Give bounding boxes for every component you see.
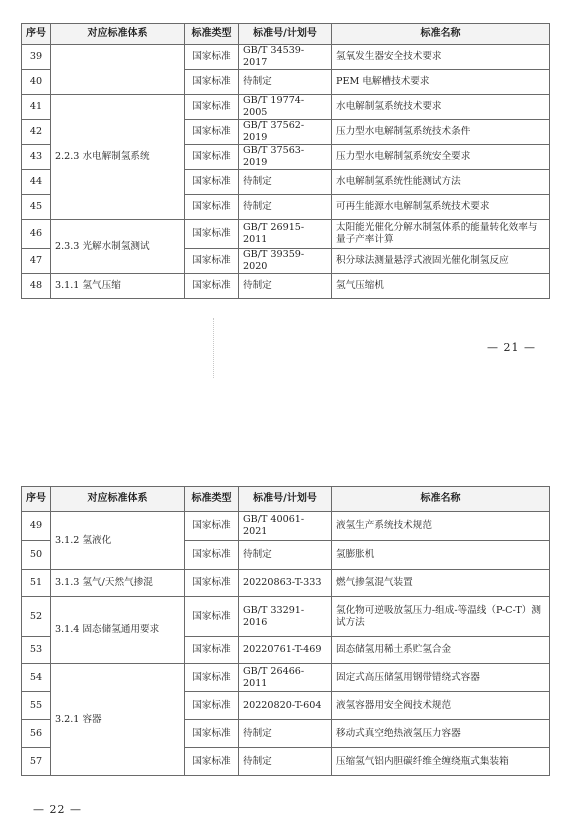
header-name: 标准名称 <box>332 24 550 45</box>
row-system <box>51 45 185 95</box>
row-name: 压力型水电解制氢系统技术条件 <box>332 120 550 145</box>
page-number-22: — 22 — <box>33 803 82 816</box>
row-code: GB/T 39359-2020 <box>239 249 332 274</box>
standards-table-page-22 <box>21 486 550 776</box>
row-name: 压力型水电解制氢系统安全要求 <box>332 145 550 170</box>
scan-artifact-dots <box>213 318 216 378</box>
table-header-row <box>22 487 550 512</box>
row-name: 太阳能光催化分解水制氢体系的能量转化效率与量子产率计算 <box>332 220 550 249</box>
table-row <box>22 512 550 541</box>
row-type: 国家标准 <box>185 45 239 70</box>
row-name: PEM 电解槽技术要求 <box>332 70 550 95</box>
row-name: 液氢生产系统技术规范 <box>332 512 550 541</box>
row-index: 46 <box>22 220 51 249</box>
row-system: 2.2.3 水电解制氢系统 <box>51 95 185 220</box>
row-code: GB/T 40061-2021 <box>239 512 332 541</box>
row-type: 国家标准 <box>185 597 239 637</box>
row-type: 国家标准 <box>185 692 239 720</box>
row-type: 国家标准 <box>185 195 239 220</box>
header-code: 标准号/计划号 <box>239 24 332 45</box>
row-type: 国家标准 <box>185 570 239 597</box>
row-index: 51 <box>22 570 51 597</box>
row-type: 国家标准 <box>185 512 239 541</box>
row-code: GB/T 34539-2017 <box>239 45 332 70</box>
row-system: 3.1.3 氢气/天然气掺混 <box>51 570 185 597</box>
row-type: 国家标准 <box>185 637 239 664</box>
header-type: 标准类型 <box>185 24 239 45</box>
table-header-row <box>22 24 550 45</box>
row-type: 国家标准 <box>185 145 239 170</box>
row-index: 49 <box>22 512 51 541</box>
row-code: GB/T 33291-2016 <box>239 597 332 637</box>
row-index: 57 <box>22 748 51 776</box>
row-name: 氢膨胀机 <box>332 541 550 570</box>
row-name: 固态储氢用稀土系贮氢合金 <box>332 637 550 664</box>
row-index: 39 <box>22 45 51 70</box>
standards-table-page-21 <box>21 23 550 299</box>
row-name: 水电解制氢系统技术要求 <box>332 95 550 120</box>
row-index: 55 <box>22 692 51 720</box>
header-system: 对应标准体系 <box>51 487 185 512</box>
row-code: 待制定 <box>239 541 332 570</box>
row-type: 国家标准 <box>185 70 239 95</box>
row-index: 40 <box>22 70 51 95</box>
table-row <box>22 95 550 120</box>
row-index: 50 <box>22 541 51 570</box>
table-row <box>22 220 550 249</box>
row-code: 待制定 <box>239 170 332 195</box>
page-number-21: — 21 — <box>487 341 536 354</box>
row-name: 氢气压缩机 <box>332 274 550 299</box>
header-index: 序号 <box>22 487 51 512</box>
row-type: 国家标准 <box>185 274 239 299</box>
row-index: 52 <box>22 597 51 637</box>
row-type: 国家标准 <box>185 748 239 776</box>
table-row <box>22 597 550 637</box>
row-type: 国家标准 <box>185 249 239 274</box>
row-type: 国家标准 <box>185 220 239 249</box>
row-index: 54 <box>22 664 51 692</box>
header-type: 标准类型 <box>185 487 239 512</box>
row-index: 44 <box>22 170 51 195</box>
row-index: 42 <box>22 120 51 145</box>
row-name: 燃气掺氢混气装置 <box>332 570 550 597</box>
row-index: 47 <box>22 249 51 274</box>
row-type: 国家标准 <box>185 664 239 692</box>
row-index: 56 <box>22 720 51 748</box>
row-code: 20220863-T-333 <box>239 570 332 597</box>
row-type: 国家标准 <box>185 170 239 195</box>
row-system: 3.1.2 氢液化 <box>51 512 185 570</box>
row-name: 移动式真空绝热液氢压力容器 <box>332 720 550 748</box>
row-name: 液氢容器用安全阀技术规范 <box>332 692 550 720</box>
row-code: 待制定 <box>239 748 332 776</box>
row-index: 53 <box>22 637 51 664</box>
row-type: 国家标准 <box>185 720 239 748</box>
header-code: 标准号/计划号 <box>239 487 332 512</box>
row-code: 待制定 <box>239 195 332 220</box>
row-code: GB/T 26915-2011 <box>239 220 332 249</box>
row-code: GB/T 19774-2005 <box>239 95 332 120</box>
row-name: 氢氧发生器安全技术要求 <box>332 45 550 70</box>
table-row <box>22 664 550 692</box>
row-type: 国家标准 <box>185 120 239 145</box>
row-type: 国家标准 <box>185 541 239 570</box>
header-system: 对应标准体系 <box>51 24 185 45</box>
row-system: 3.1.1 氢气压缩 <box>51 274 185 299</box>
row-name: 固定式高压储氢用钢带错绕式容器 <box>332 664 550 692</box>
row-name: 氢化物可逆吸放氢压力-组成-等温线（P-C-T）测试方法 <box>332 597 550 637</box>
row-name: 积分球法测量悬浮式液固光催化制氢反应 <box>332 249 550 274</box>
header-index: 序号 <box>22 24 51 45</box>
row-system: 2.3.3 光解水制氢测试 <box>51 220 185 274</box>
row-index: 43 <box>22 145 51 170</box>
row-system: 3.1.4 固态储氢通用要求 <box>51 597 185 664</box>
row-code: GB/T 37562-2019 <box>239 120 332 145</box>
row-code: 20220820-T-604 <box>239 692 332 720</box>
row-name: 水电解制氢系统性能测试方法 <box>332 170 550 195</box>
row-index: 41 <box>22 95 51 120</box>
row-index: 48 <box>22 274 51 299</box>
row-type: 国家标准 <box>185 95 239 120</box>
table-row <box>22 45 550 70</box>
row-name: 可再生能源水电解制氢系统技术要求 <box>332 195 550 220</box>
row-code: GB/T 37563-2019 <box>239 145 332 170</box>
table-row <box>22 570 550 597</box>
row-code: 待制定 <box>239 274 332 299</box>
row-system: 3.2.1 容器 <box>51 664 185 776</box>
row-code: 20220761-T-469 <box>239 637 332 664</box>
table-row <box>22 274 550 299</box>
row-code: 待制定 <box>239 70 332 95</box>
row-index: 45 <box>22 195 51 220</box>
header-name: 标准名称 <box>332 487 550 512</box>
row-code: GB/T 26466-2011 <box>239 664 332 692</box>
row-name: 压缩氢气铝内胆碳纤维全缠绕瓶式集装箱 <box>332 748 550 776</box>
row-code: 待制定 <box>239 720 332 748</box>
